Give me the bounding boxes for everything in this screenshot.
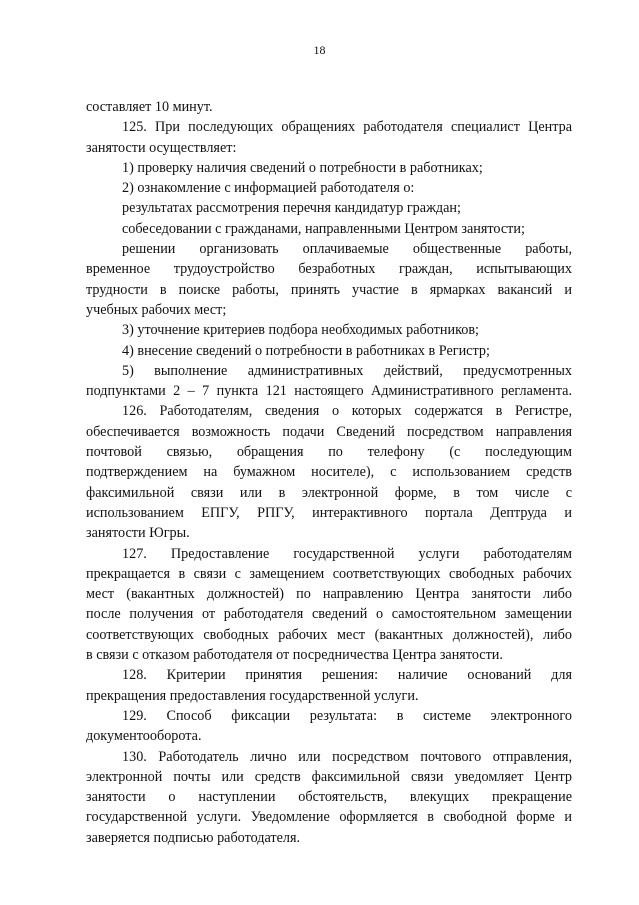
text-line: почтовой связью, обращения по телефону (с последующим (86, 444, 572, 461)
text-line: составляет 10 минут. (86, 99, 213, 115)
text-line: занятости осуществляет: (86, 139, 237, 156)
text-line: после получения от работодателя сведений о самостоятельном замещении (86, 606, 572, 623)
text-line: учебных рабочих мест; (86, 301, 227, 318)
text-line: документооборота. (86, 728, 202, 745)
text-line: решении организовать оплачиваемые общественные работы, (122, 241, 572, 258)
text-line: соответствующих свободных рабочих мест (вакантных должностей), либо (86, 626, 572, 643)
text-line: 128. Критерии принятия решения: наличие оснований для (122, 667, 572, 684)
text-line: трудности в поиске работы, принять участие в ярмарках вакансий и (86, 281, 572, 298)
page-number: 18 (313, 43, 326, 57)
text-line: занятости Югры. (86, 525, 190, 542)
text-line: подпунктами 2 – 7 пункта 121 настоящего Административного регламента. (86, 383, 572, 400)
text-line: 1) проверку наличия сведений о потребности в работниках; (122, 159, 483, 176)
text-line: факсимильной связи или в электронной форме, в том числе с (86, 484, 572, 501)
text-line: государственной услуги. Уведомление оформляется в свободной форме и (86, 809, 572, 826)
text-line: 127. Предоставление государственной услуги работодателям (122, 545, 572, 562)
text-line: временное трудоустройство безработных граждан, испытывающих (86, 261, 572, 278)
text-line: 129. Способ фиксации результата: в системе электронного (122, 707, 572, 724)
text-line: обеспечивается возможность подачи Сведений посредством направления (86, 423, 572, 440)
text-line: 130. Работодатель лично или посредством почтового отправления, (122, 748, 572, 765)
text-line: 5) выполнение административных действий, предусмотренных (122, 362, 572, 379)
text-line: занятости о наступлении обстоятельств, влекущих прекращение (86, 789, 572, 806)
document-body (86, 97, 572, 848)
text-line: в связи с отказом работодателя от посредничества Центра занятости. (86, 647, 503, 664)
text-line: прекращения предоставления государственной услуги. (86, 687, 419, 704)
text-line: заверяется подписью работодателя. (86, 829, 301, 846)
text-line: мест (вакантных должностей) по направлению Центра занятости либо (86, 586, 572, 603)
text-line: прекращается в связи с замещением соответствующих свободных рабочих (86, 565, 572, 582)
text-line: 3) уточнение критериев подбора необходимых работников; (122, 322, 479, 339)
text-line: результатах рассмотрения перечня кандидатур граждан; (122, 200, 461, 217)
text-line: 126. Работодателям, сведения о которых содержатся в Регистре, (122, 403, 572, 420)
text-line: 2) ознакомление с информацией работодателя о: (122, 180, 415, 197)
text-line: 125. При последующих обращениях работодателя специалист Центра (122, 119, 572, 136)
text-line: собеседовании с гражданами, направленными Центром занятости; (122, 220, 525, 237)
text-line: 4) внесение сведений о потребности в работниках в Регистр; (122, 342, 490, 359)
text-line: использованием ЕПГУ, РПГУ, интерактивного портала Дептруда и (86, 504, 572, 521)
text-line: электронной почты или средств факсимильной связи уведомляет Центр (86, 768, 572, 785)
text-line: подтверждением на бумажном носителе), с использованием средств (86, 464, 572, 481)
